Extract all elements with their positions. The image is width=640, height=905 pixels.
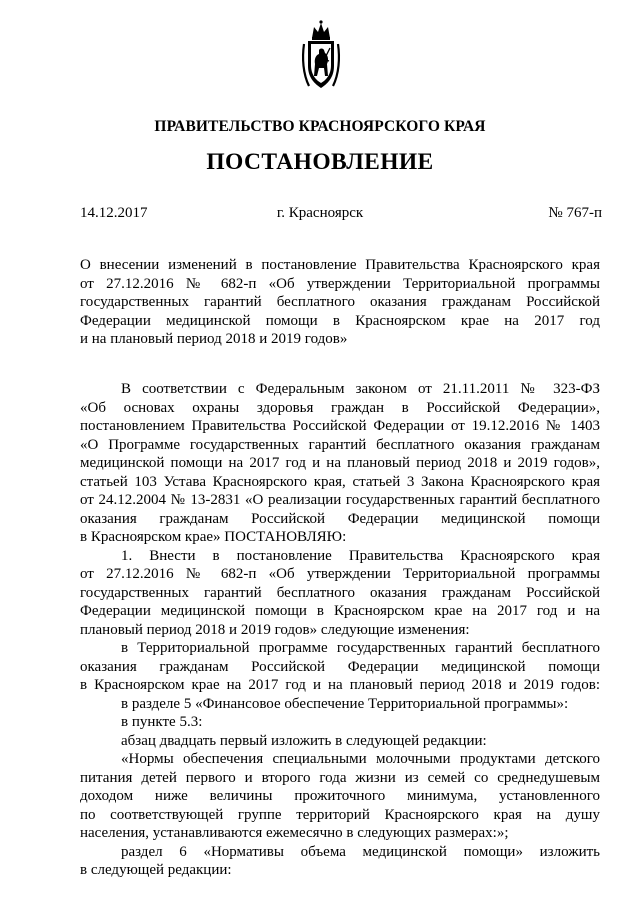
body-line: 1. Внести в постановление Правительства Красноярского края	[121, 547, 600, 564]
body-line: статьей 103 Устава Красноярского края, статьей 3 Закона Красноярского края	[80, 473, 600, 490]
body-line: оказания гражданам Российской Федерации медицинской помощи	[80, 510, 600, 527]
document-body	[80, 380, 600, 880]
subject-line: Федерации медицинской помощи в Красноярском крае на 2017 год	[80, 312, 600, 329]
subject-line: от 27.12.2016 № 682-п «Об утверждении Территориальной программы	[80, 275, 600, 292]
body-line: В соответствии с Федеральным законом от 21.11.2011 № 323-ФЗ	[121, 381, 600, 397]
document-number: № 767-п	[548, 205, 602, 221]
government-name: ПРАВИТЕЛЬСТВО КРАСНОЯРСКОГО КРАЯ	[154, 118, 486, 135]
body-line: раздел 6 «Нормативы объема медицинской помощи» изложить	[121, 843, 600, 860]
body-line: «О Программе государственных гарантий бесплатного оказания гражданам	[80, 436, 600, 453]
body-line: оказания гражданам Российской Федерации медицинской помощи	[80, 658, 600, 675]
body-line: «Об основах охраны здоровья граждан в Российской Федерации»,	[80, 399, 600, 416]
body-line: в пункте 5.3:	[121, 714, 203, 730]
body-line: от 24.12.2004 № 13-2831 «О реализации государственных гарантий бесплатного	[80, 492, 600, 508]
body-line: в Территориальной программе государственных гарантий бесплатного	[121, 640, 600, 656]
document-type: ПОСТАНОВЛЕНИЕ	[206, 149, 434, 175]
body-line: абзац двадцать первый изложить в следующей редакции:	[121, 732, 487, 749]
body-line: в Красноярском крае» ПОСТАНОВЛЯЮ:	[80, 529, 347, 545]
body-line: населения, устанавливаются ежемесячно в следующих размерах:»;	[80, 825, 509, 841]
body-line: в Красноярском крае на 2017 год и на плановый период 2018 и 2019 годов:	[80, 677, 600, 693]
coat-of-arms-icon	[299, 18, 343, 94]
body-line: от 27.12.2016 № 682-п «Об утверждении Территориальной программы	[80, 566, 600, 582]
document-date: 14.12.2017	[80, 205, 148, 221]
body-line: государственных гарантий бесплатного оказания гражданам Российской	[80, 584, 600, 601]
subject-line: О внесении изменений в постановление Правительства Красноярского края	[80, 257, 600, 273]
subject-line: и на плановый период 2018 и 2019 годов»	[80, 331, 348, 347]
subject-line: государственных гарантий бесплатного оказания гражданам Российской	[80, 294, 600, 310]
body-line: Федерации медицинской помощи в Красноярском крае на 2017 год и на	[80, 603, 600, 619]
body-line: питания детей первого и второго года жизни из семей со среднедушевым	[80, 769, 600, 786]
body-line: в следующей редакции:	[80, 862, 232, 878]
body-line: доходом ниже величины прожиточного минимума, установленного	[80, 788, 600, 804]
body-line: по соответствующей группе территорий Красноярского края на душу	[80, 806, 600, 823]
document-subject	[80, 256, 600, 349]
body-line: постановлением Правительства Российской Федерации от 19.12.2016 № 1403	[80, 418, 600, 434]
body-line: «Нормы обеспечения специальными молочными продуктами детского	[121, 751, 600, 767]
body-line: плановый период 2018 и 2019 годов» следующие изменения:	[80, 621, 470, 638]
body-line: медицинской помощи на 2017 год и на плановый период 2018 и 2019 годов»,	[80, 455, 600, 471]
body-line: в разделе 5 «Финансовое обеспечение Территориальной программы»:	[121, 695, 569, 712]
document-city: г. Красноярск	[276, 205, 364, 221]
